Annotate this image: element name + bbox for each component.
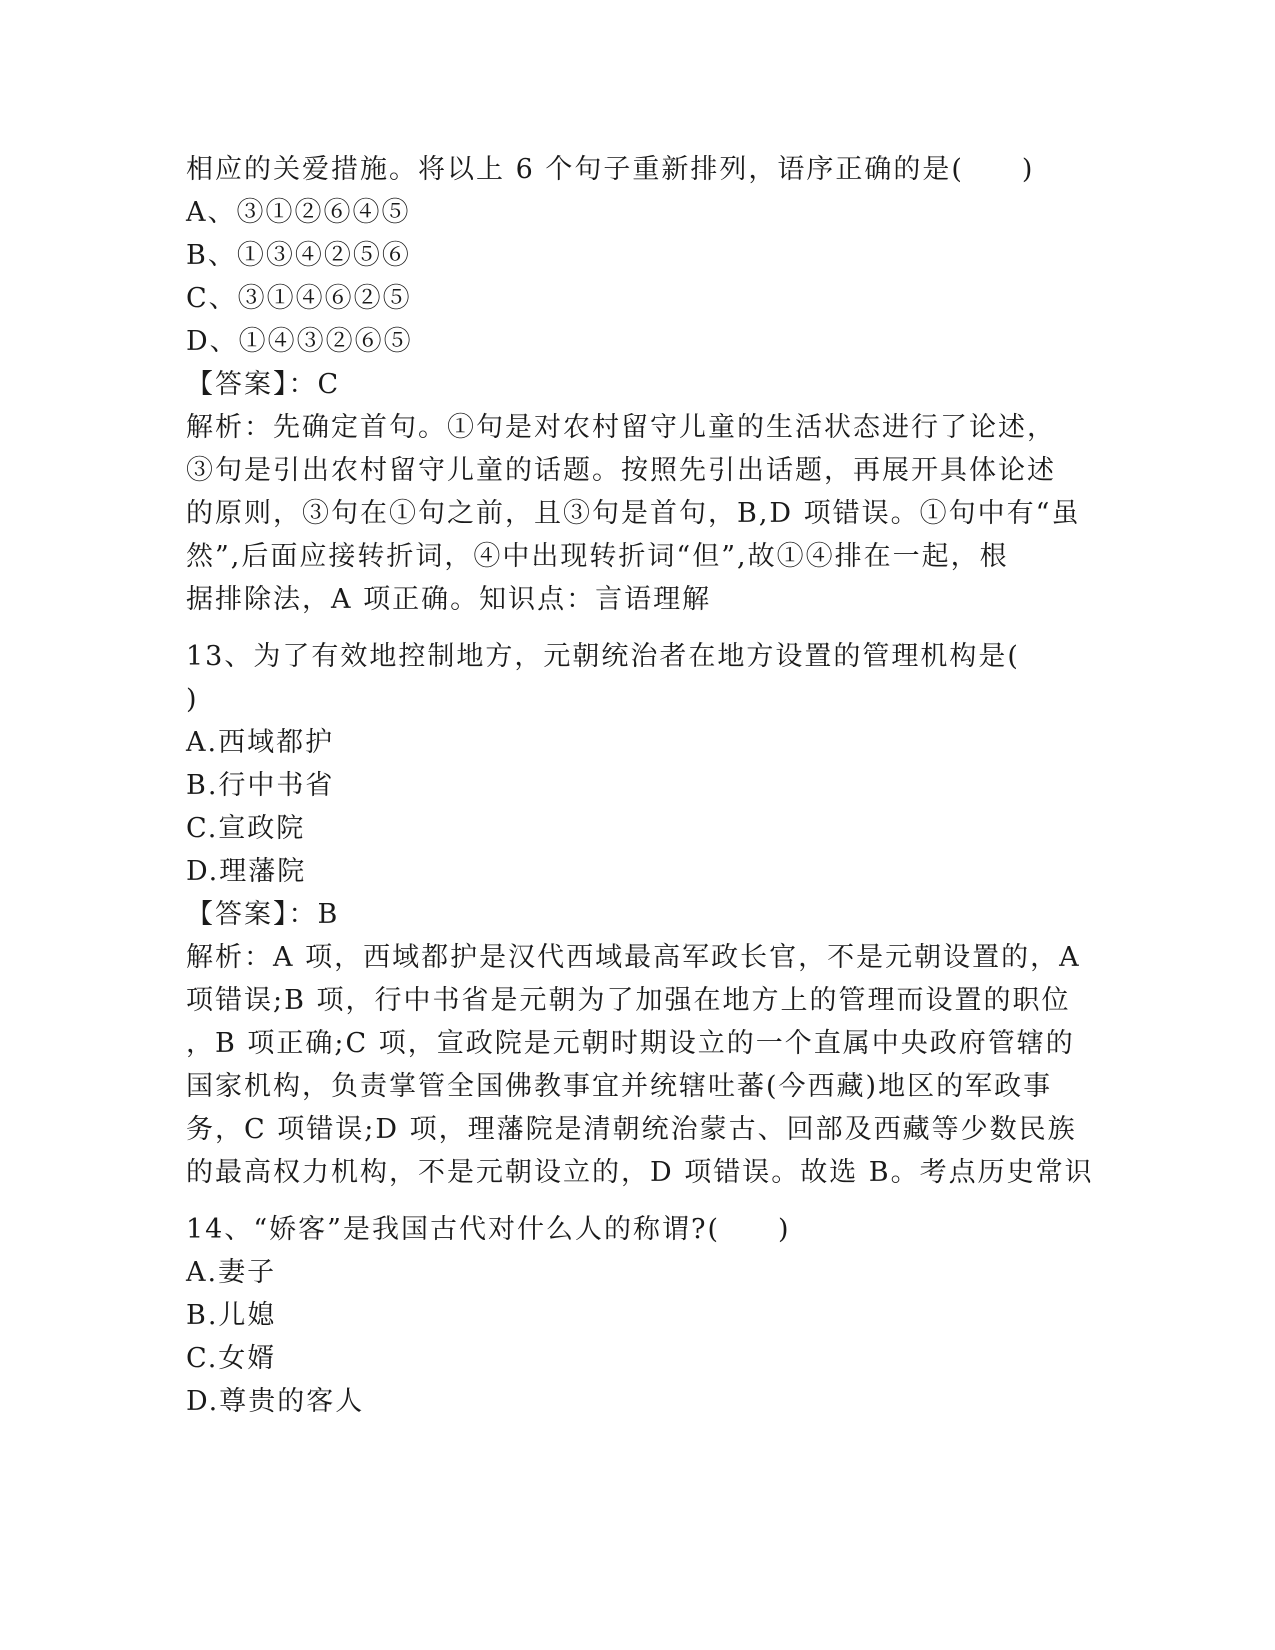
- analysis-line: 据排除法，A 项正确。知识点：言语理解: [186, 584, 712, 615]
- analysis-line: ，B 项正确;C 项，宣政院是元朝时期设立的一个直属中央政府管辖的: [186, 1028, 1075, 1059]
- analysis-line: ③句是引出农村留守儿童的话题。按照先引出话题，再展开具体论述: [186, 455, 1056, 486]
- option-c: C.女婿: [186, 1343, 277, 1374]
- analysis-line: 的最高权力机构，不是元朝设立的，D 项错误。故选 B。考点历史常识: [186, 1157, 1094, 1188]
- option-b: B、①③④②⑤⑥: [186, 240, 411, 271]
- analysis-line: 解析：A 项，西域都护是汉代西域最高军政长官，不是元朝设置的，A: [186, 942, 1081, 973]
- analysis-line: 项错误;B 项，行中书省是元朝为了加强在地方上的管理而设置的职位: [186, 985, 1071, 1016]
- question-12: [186, 148, 1086, 621]
- option-d: D.理藩院: [186, 856, 307, 887]
- option-a: A.西域都护: [186, 727, 335, 758]
- option-a: A、③①②⑥④⑤: [186, 197, 411, 228]
- question-stem-tail: 相应的关爱措施。将以上 6 个句子重新排列，语序正确的是( ): [186, 154, 1035, 185]
- question-stem: 13、为了有效地控制地方，元朝统治者在地方设置的管理机构是(: [186, 641, 1020, 672]
- option-c: C、③①④⑥②⑤: [186, 283, 412, 314]
- question-spacer: [186, 1194, 1086, 1208]
- question-stem: ): [186, 684, 199, 715]
- question-stem: 14、“娇客”是我国古代对什么人的称谓?( ): [186, 1214, 791, 1245]
- question-14: [186, 1208, 1086, 1423]
- analysis-line: 的原则，③句在①句之前，且③句是首句，B,D 项错误。①句中有“虽: [186, 498, 1081, 529]
- option-b: B.儿媳: [186, 1300, 277, 1331]
- analysis-line: 解析：先确定首句。①句是对农村留守儿童的生活状态进行了论述，: [186, 412, 1056, 443]
- analysis-line: 然”,后面应接转折词，④中出现转折词“但”,故①④排在一起，根: [186, 541, 1009, 572]
- question-13: [186, 635, 1094, 1194]
- document-page: [186, 148, 1094, 1423]
- analysis-line: 国家机构，负责掌管全国佛教事宜并统辖吐蕃(今西藏)地区的军政事: [186, 1071, 1053, 1102]
- option-a: A.妻子: [186, 1257, 277, 1288]
- option-b: B.行中书省: [186, 770, 335, 801]
- answer: 【答案】：B: [186, 899, 340, 930]
- analysis-line: 务，C 项错误;D 项，理藩院是清朝统治蒙古、回部及西藏等少数民族: [186, 1114, 1077, 1145]
- option-c: C.宣政院: [186, 813, 306, 844]
- answer: 【答案】：C: [186, 369, 341, 400]
- option-d: D.尊贵的客人: [186, 1386, 365, 1417]
- option-d: D、①④③②⑥⑤: [186, 326, 413, 357]
- question-spacer: [186, 621, 1086, 635]
